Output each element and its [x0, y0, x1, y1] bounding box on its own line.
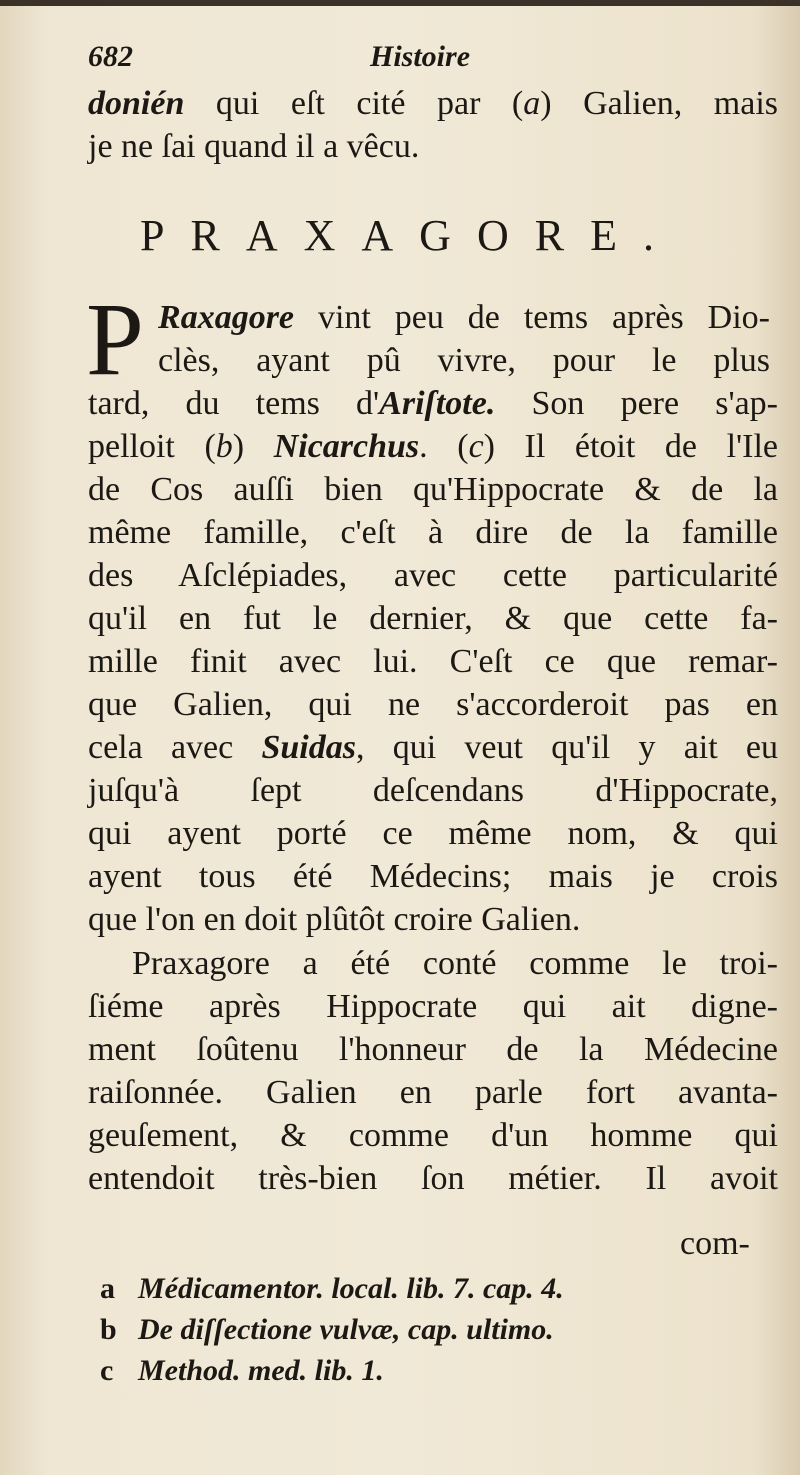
- drop-cap-lines: [158, 296, 770, 382]
- text-line: même famille, c'eſt à dire de la famille: [88, 514, 778, 551]
- footnote-text: De diſſectione vulvæ, cap. ultimo.: [138, 1313, 554, 1346]
- text-line: qui ayent porté ce même nom, & qui: [88, 815, 778, 852]
- footnote: [100, 1268, 720, 1309]
- text-line: entendoit très-bien ſon métier. Il avoit: [88, 1160, 778, 1197]
- main-paragraph-2: [88, 942, 778, 1200]
- text-line: pelloit (b) Nicarchus. (c) Il étoit de l'Ile: [88, 428, 779, 465]
- text-line: donién qui eſt cité par (a) Galien, mais: [88, 85, 778, 122]
- footnote-text: Method. med. lib. 1.: [138, 1354, 384, 1387]
- page-top-edge: [0, 0, 800, 6]
- text-line: clès, ayant pû vivre, pour le plus: [158, 342, 770, 379]
- carryover-paragraph: [88, 82, 778, 168]
- footnote-letter: b: [100, 1313, 117, 1346]
- footnotes: [100, 1268, 720, 1391]
- text-line: qu'il en fut le dernier, & que cette fa-: [88, 600, 778, 637]
- text-line: cela avec Suidas, qui veut qu'il y ait eu: [88, 729, 779, 766]
- text-line: de Cos auſſi bien qu'Hippocrate & de la: [88, 471, 778, 508]
- drop-cap: P: [86, 282, 144, 397]
- text-line: Raxagore vint peu de tems après Dio-: [158, 299, 770, 336]
- text-line: geuſement, & comme d'un homme qui: [88, 1117, 778, 1154]
- main-paragraph-1: [88, 382, 778, 941]
- text-line: mille finit avec lui. C'eſt ce que remar-: [88, 643, 778, 680]
- footnote-text: Médicamentor. local. lib. 7. cap. 4.: [138, 1272, 564, 1305]
- page-number: 682: [88, 40, 133, 73]
- footnote: [100, 1350, 720, 1391]
- text-line: tard, du tems d'Ariſtote. Son pere s'ap-: [88, 385, 778, 422]
- running-head: [88, 40, 788, 80]
- section-title: PRAXAGORE.: [140, 211, 680, 260]
- text-line: ayent tous été Médecins; mais je crois: [88, 858, 778, 895]
- text-line: des Aſclépiades, avec cette particularité: [88, 557, 778, 594]
- text-line: raiſonnée. Galien en parle fort avanta-: [88, 1074, 778, 1111]
- text-line: juſqu'à ſept deſcendans d'Hippocrate,: [88, 772, 778, 809]
- text-line: je ne ſai quand il a vêcu.: [88, 128, 420, 165]
- catchword: com-: [680, 1225, 750, 1262]
- footnote: [100, 1309, 720, 1350]
- text-line: que Galien, qui ne s'accorderoit pas en: [88, 686, 778, 723]
- text-line: ment ſoûtenu l'honneur de la Médecine: [88, 1031, 778, 1068]
- text-line: ſiéme après Hippocrate qui ait digne-: [88, 988, 778, 1025]
- text-line: Praxagore a été conté comme le troi-: [132, 945, 778, 982]
- running-title: Histoire: [370, 40, 471, 73]
- footnote-letter: c: [100, 1354, 114, 1387]
- footnote-letter: a: [100, 1272, 115, 1305]
- text-line: que l'on en doit plûtôt croire Galien.: [88, 901, 581, 938]
